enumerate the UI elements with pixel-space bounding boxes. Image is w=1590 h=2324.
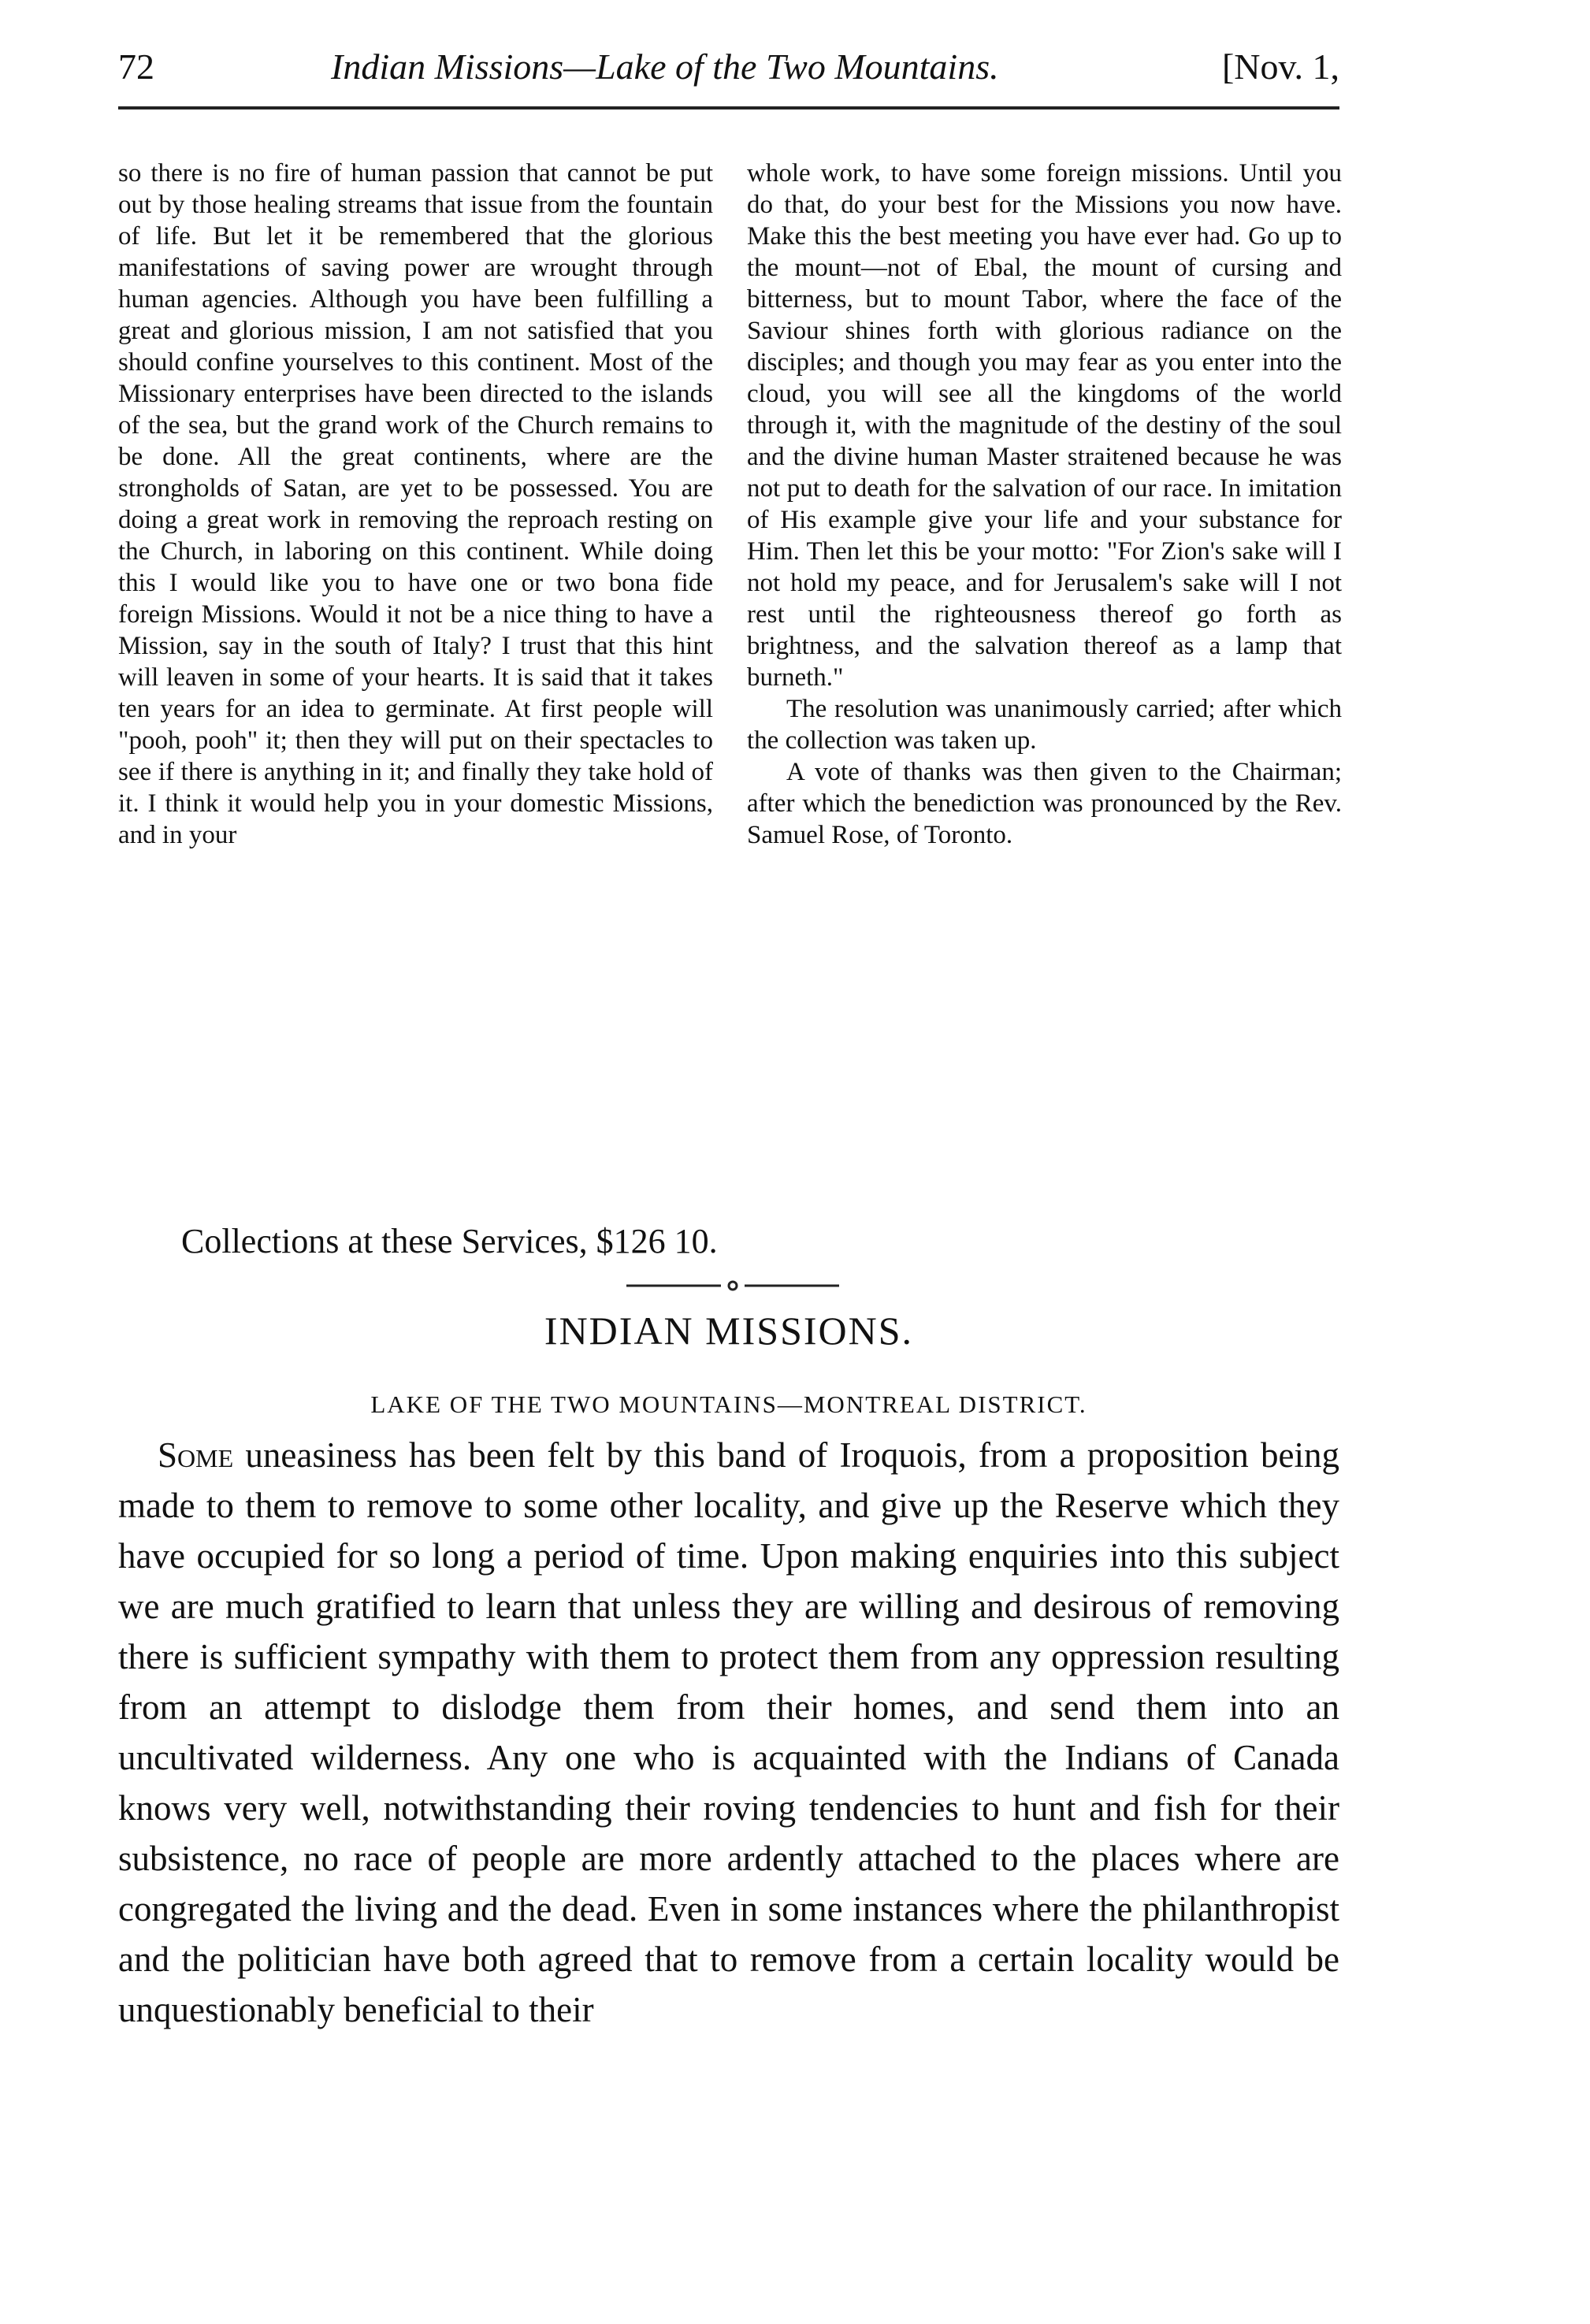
- right-column-paragraph-1: whole work, to have some foreign missions. Until you do that, do your best for the Missions you now have. Make this the best meeting you have ever had. Go up to the mount—not of Ebal, the mount of cursing and bitterness, but to mount Tabor, where the face of the Saviour shines forth with glorious radiance on the disciples; and though you may fear as you enter into the cloud, you will see all the kingdoms of the world through it, with the magnitude of the destiny of the soul and the divine human Master straitened because he was not put to death for the salvation of our race. In imitation of His example give your life and your substance for Him. Then let this be your motto: "For Zion's sake will I not hold my peace, and for Jerusalem's sake will I not rest until the righteousness thereof go forth as brightness, and the salvation thereof as a lamp that burneth.": [747, 159, 1342, 692]
- section-divider-ornament: [622, 1278, 843, 1294]
- page-header: [118, 38, 1339, 101]
- section-paragraph: [118, 1430, 1339, 2035]
- section-title: INDIAN MISSIONS.: [544, 1309, 914, 1353]
- lead-word: Some: [158, 1435, 234, 1475]
- page-number: 72: [118, 46, 154, 87]
- header-rule: [118, 106, 1339, 110]
- section-paragraph-text: uneasiness has been felt by this band of Iroquois, from a proposition being made to them to remove to some other locality, and give up the Reserve which they have occupied for so long a period of time. Upon making enquiries into this subject we are much gratified to learn that unless they are willing and desirous of removing there is sufficient sympathy with them to protect them from any oppression resulting from an attempt to dislodge them from their homes, and send them into an uncultivated wilderness. Any one who is acquainted with the Indians of Canada knows very well, notwithstanding their roving tendencies to hunt and fish for their subsistence, no race of people are more ardently attached to the places where are congregated the living and the dead. Even in some instances where the philanthropist and the politician have both agreed that to remove from a certain locality would be unquestionably beneficial to their: [118, 1435, 1340, 2029]
- issue-date: [Nov. 1,: [1221, 46, 1339, 87]
- running-title: Indian Missions—Lake of the Two Mountains.: [331, 46, 999, 87]
- left-column: [118, 158, 713, 851]
- right-column: [747, 158, 1342, 851]
- section-body: [118, 1430, 1339, 2035]
- left-column-text: so there is no fire of human passion that cannot be put out by those healing streams that issue from the fountain of life. But let it be remembered that the glorious manifestations of saving power are wrought through human agencies. Although you have been fulfilling a great and glorious mission, I am not satisfied that you should confine yourselves to this continent. Most of the Missionary enterprises have been directed to the islands of the sea, but the grand work of the Church remains to be done. All the great continents, where are the strongholds of Satan, are yet to be possessed. You are doing a great work in removing the reproach resting on the Church, in laboring on this continent. While doing this I would like you to have one or two bona fide foreign Missions. Would it not be a nice thing to have a Mission, say in the south of Italy? I trust that this hint will leaven in some of your hearts. It is said that it takes ten years for an idea to germinate. At first people will "pooh, pooh" it; then they will put on their spectacles to see if there is anything in it; and finally they take hold of it. I think it would help you in your domestic Missions, and in your: [118, 159, 713, 849]
- right-column-paragraph-2: The resolution was unanimously carried; after which the collection was taken up.: [747, 695, 1342, 755]
- right-column-paragraph-3: A vote of thanks was then given to the Chairman; after which the benediction was pronounced by the Rev. Samuel Rose, of Toronto.: [747, 758, 1342, 849]
- section-subtitle: LAKE OF THE TWO MOUNTAINS—MONTREAL DISTRICT.: [370, 1390, 1087, 1418]
- collections-line: Collections at these Services, $126 10.: [181, 1222, 718, 1260]
